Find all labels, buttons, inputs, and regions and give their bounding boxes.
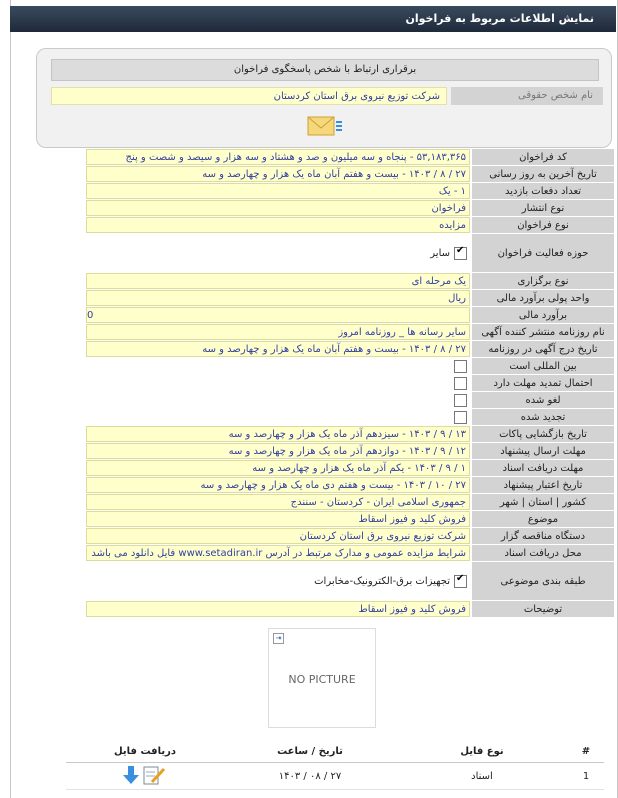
field-label: مهلت دریافت اسناد [472, 460, 614, 476]
row-extension [86, 375, 614, 391]
row-cancelled [86, 392, 614, 408]
field-label: تاریخ درج آگهی در روزنامه [472, 341, 614, 357]
international-checkbox[interactable] [454, 360, 467, 373]
download-arrow-icon[interactable] [123, 766, 139, 784]
field-value: 0 [86, 307, 470, 323]
field-value: شرایط مزایده عمومی و مدارک مرتبط در آدرس www.setadiran.ir فایل دانلود می باشد [86, 545, 470, 561]
field-value [86, 358, 470, 374]
field-label: برآورد مالی [472, 307, 614, 323]
field-label: موضوع [472, 511, 614, 527]
row-renewed [86, 409, 614, 425]
field-label: دستگاه مناقصه گزار [472, 528, 614, 544]
row-publish-type [86, 200, 614, 216]
field-value [86, 409, 470, 425]
contact-panel-title: برقراری ارتباط با شخص پاسخگوی فراخوان [51, 59, 599, 81]
field-label: نوع برگزاری [472, 273, 614, 289]
row-visits [86, 183, 614, 199]
category-checkbox[interactable] [454, 575, 467, 588]
field-label: نام روزنامه منتشر کننده آگهی [472, 324, 614, 340]
row-holding-type [86, 273, 614, 289]
no-picture-text: NO PICTURE [288, 673, 356, 686]
details-form [86, 149, 614, 618]
field-value: ۱ / ۹ / ۱۴۰۳ - یکم آذر ماه یک هزار و چهارصد و سه [86, 460, 470, 476]
contact-panel [36, 48, 612, 148]
col-file-type: نوع فایل [396, 740, 568, 763]
row-code [86, 149, 614, 165]
field-label: مهلت ارسال پیشنهاد [472, 443, 614, 459]
field-value: یک مرحله ای [86, 273, 470, 289]
field-value: ۱۲ / ۹ / ۱۴۰۳ - دوازدهم آذر ماه یک هزار و چهارصد و سه [86, 443, 470, 459]
field-value: ریال [86, 290, 470, 306]
file-type: اسناد [396, 763, 568, 790]
field-value: ۲۷ / ۸ / ۱۴۰۳ - بیست و هفتم آبان ماه یک هزار و چهارصد و سه [86, 341, 470, 357]
field-value [86, 234, 470, 272]
field-label: کد فراخوان [472, 149, 614, 165]
cancelled-checkbox[interactable] [454, 394, 467, 407]
field-label: تاریخ بازگشایی پاکات [472, 426, 614, 442]
field-value: شرکت توزیع نیروی برق استان کردستان [86, 528, 470, 544]
field-label: احتمال تمدید مهلت دارد [472, 375, 614, 391]
row-category [86, 562, 614, 600]
files-table-header [66, 740, 604, 763]
edit-document-icon[interactable] [144, 767, 164, 784]
field-label: تاریخ آخرین به روز رسانی [472, 166, 614, 182]
field-value: فروش کلید و فیوز اسقاط [86, 601, 470, 617]
col-number: # [568, 740, 604, 763]
field-value: ۲۷ / ۸ / ۱۴۰۳ - بیست و هفتم آبان ماه یک هزار و چهارصد و سه [86, 166, 470, 182]
file-actions [66, 763, 224, 790]
no-picture-placeholder [268, 628, 376, 728]
row-subject [86, 511, 614, 527]
row-description [86, 601, 614, 617]
row-international [86, 358, 614, 374]
row-validity-date [86, 477, 614, 493]
file-number: 1 [568, 763, 604, 790]
field-value: ۲۷ / ۱۰ / ۱۴۰۳ - بیست و هفتم دی ماه یک هزار و چهارصد و سه [86, 477, 470, 493]
field-label: کشور | استان | شهر [472, 494, 614, 510]
row-newspaper-date [86, 341, 614, 357]
page-title: نمایش اطلاعات مربوط به فراخوان [10, 6, 616, 32]
files-table [66, 740, 604, 790]
contact-person-label: نام شخص حقوقی [451, 87, 603, 105]
field-value: ۱۳ / ۹ / ۱۴۰۳ - سیزدهم آذر ماه یک هزار و چهارصد و سه [86, 426, 470, 442]
field-label: طبقه بندی موضوعی [472, 562, 614, 600]
row-docs-deadline [86, 460, 614, 476]
field-label: واحد پولی برآورد مالی [472, 290, 614, 306]
field-value [86, 375, 470, 391]
row-activity-area [86, 234, 614, 272]
field-label: توضیحات [472, 601, 614, 617]
field-label: حوزه فعالیت فراخوان [472, 234, 614, 272]
row-last-update [86, 166, 614, 182]
renewed-checkbox[interactable] [454, 411, 467, 424]
field-value: سایر رسانه ها _ روزنامه امروز [86, 324, 470, 340]
field-value: ۱ - یک [86, 183, 470, 199]
field-label: محل دریافت اسناد [472, 545, 614, 561]
row-organizer [86, 528, 614, 544]
field-label: بین المللی است [472, 358, 614, 374]
row-newspaper [86, 324, 614, 340]
col-download: دریافت فایل [66, 740, 224, 763]
row-opening-date [86, 426, 614, 442]
row-currency [86, 290, 614, 306]
category-option-label: تجهیزات برق-الکترونیک-مخابرات [314, 575, 450, 587]
field-value [86, 562, 470, 600]
field-label: نوع فراخوان [472, 217, 614, 233]
extension-checkbox[interactable] [454, 377, 467, 390]
field-value: جمهوری اسلامی ایران - کردستان - سنندج [86, 494, 470, 510]
contact-person-value: شرکت توزیع نیروی برق استان کردستان [51, 87, 447, 105]
table-row [66, 763, 604, 790]
field-value: فروش کلید و فیوز اسقاط [86, 511, 470, 527]
field-label: تجدید شده [472, 409, 614, 425]
broken-image-icon: ⇥ [273, 633, 284, 644]
row-call-type [86, 217, 614, 233]
field-value: مزایده [86, 217, 470, 233]
row-docs-location [86, 545, 614, 561]
row-location [86, 494, 614, 510]
file-date: ۲۷ / ۰۸ / ۱۴۰۳ [224, 763, 396, 790]
row-estimate [86, 307, 614, 323]
field-label: نوع انتشار [472, 200, 614, 216]
col-date: تاریخ / ساعت [224, 740, 396, 763]
field-label: تاریخ اعتبار پیشنهاد [472, 477, 614, 493]
row-submit-deadline [86, 443, 614, 459]
envelope-icon[interactable] [307, 113, 343, 139]
activity-checkbox[interactable] [454, 247, 467, 260]
field-value: ۵۳,۱۸۳,۳۶۵ - پنجاه و سه میلیون و صد و هشتاد و سه هزار و سیصد و شصت و پنج [86, 149, 470, 165]
activity-option-label: سایر [430, 247, 450, 259]
field-label: تعداد دفعات بازدید [472, 183, 614, 199]
field-label: لغو شده [472, 392, 614, 408]
field-value: فراخوان [86, 200, 470, 216]
field-value [86, 392, 470, 408]
